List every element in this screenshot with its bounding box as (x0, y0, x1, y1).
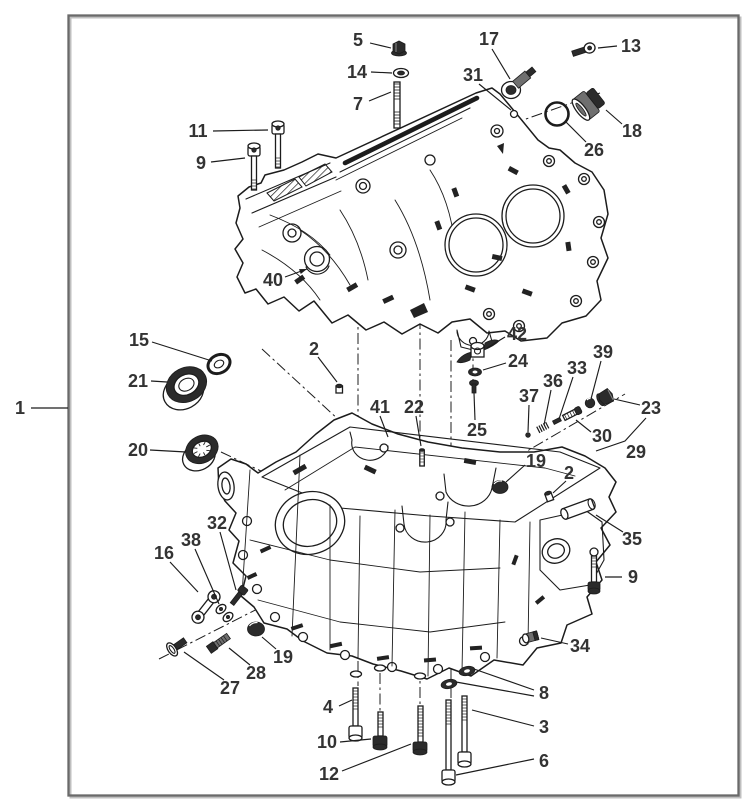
part-bearing-21 (155, 360, 216, 417)
part-flange-nut-5 (392, 41, 407, 56)
part-washers-38 (214, 603, 234, 624)
callout-leader-9 (211, 158, 245, 162)
callout-label-11: 11 (188, 121, 208, 141)
callout-label-19: 19 (525, 451, 547, 471)
part-bolt-11 (272, 121, 284, 168)
part-plug-2-upper (336, 384, 343, 393)
callout-10 (317, 732, 371, 752)
callout-label-9: 9 (195, 153, 207, 173)
callout-24 (483, 351, 528, 371)
callout-leader-26 (566, 122, 586, 142)
part-seal-15 (205, 351, 234, 378)
callout-leader-8 (456, 682, 534, 696)
callout-label-33: 33 (566, 358, 588, 378)
callout-label-9: 9 (627, 567, 639, 587)
part-sensor-17 (502, 66, 537, 99)
callout-label-21: 21 (127, 371, 149, 391)
part-screw-25 (470, 380, 479, 393)
part-washer-8b (440, 678, 458, 690)
callout-leader-37 (528, 405, 529, 432)
callout-label-14: 14 (346, 62, 368, 82)
part-pin-30 (562, 406, 582, 421)
callout-label-6: 6 (538, 751, 550, 771)
callout-leader-36 (544, 390, 551, 425)
lower-crankcase-half (216, 413, 616, 679)
part-bolt-4 (349, 688, 362, 741)
callout-9 (605, 567, 638, 587)
callout-leader-7 (369, 92, 391, 101)
part-jet-42 (457, 340, 499, 363)
part-bolt-13 (571, 42, 596, 59)
callout-leader-21 (151, 381, 167, 382)
callout-label-32: 32 (206, 513, 228, 533)
callout-leader-25 (474, 393, 475, 420)
callout-leader-24 (483, 363, 506, 370)
callout-layer (15, 29, 661, 784)
callout-label-38: 38 (180, 530, 202, 550)
callout-label-8: 8 (538, 683, 550, 703)
callout-1 (15, 398, 68, 418)
callout-label-4: 4 (322, 697, 334, 717)
part-washer-14 (394, 69, 409, 78)
part-stud-7 (394, 82, 400, 128)
callout-label-41: 41 (369, 397, 391, 417)
callout-leader-20 (150, 450, 186, 452)
callout-label-30: 30 (591, 426, 613, 446)
callout-label-10: 10 (316, 732, 338, 752)
callout-20 (128, 440, 186, 460)
callout-label-16: 16 (153, 543, 175, 563)
callout-leader-14 (371, 72, 392, 73)
callout-30 (576, 420, 612, 446)
callout-leader-2 (318, 357, 337, 382)
callout-label-1: 1 (14, 398, 26, 418)
part-bolt-9-left (248, 143, 260, 190)
callout-label-27: 27 (219, 678, 241, 698)
callout-leader-13 (598, 46, 617, 48)
callout-26 (566, 122, 604, 160)
callout-leader-18 (606, 110, 622, 124)
callout-label-7: 7 (352, 94, 364, 114)
callout-3 (472, 710, 549, 737)
part-o-ring-26 (546, 103, 569, 126)
part-nut-23 (595, 388, 616, 408)
callout-leader-11 (213, 130, 268, 131)
part-bolt-3 (458, 696, 471, 767)
part-pin-33 (553, 417, 562, 424)
callout-label-24: 24 (507, 351, 529, 371)
callout-5 (353, 30, 391, 50)
callout-19 (262, 637, 293, 667)
callout-label-31: 31 (462, 65, 484, 85)
callout-9 (196, 153, 245, 173)
callout-37 (519, 386, 539, 432)
callout-16 (154, 543, 198, 592)
callout-leader-16 (170, 562, 198, 592)
callout-label-26: 26 (583, 140, 605, 160)
callout-label-35: 35 (621, 529, 643, 549)
callout-15 (129, 330, 212, 361)
callout-label-36: 36 (542, 371, 564, 391)
callout-leader-5 (370, 43, 391, 48)
callout-label-2: 2 (308, 339, 320, 359)
callout-label-20: 20 (127, 440, 149, 460)
callout-label-39: 39 (592, 342, 614, 362)
callout-label-2: 2 (563, 463, 575, 483)
callout-leader-15 (152, 342, 212, 361)
part-pin-37 (526, 433, 531, 438)
callout-label-19: 19 (272, 647, 294, 667)
part-plug-19-left (248, 622, 265, 636)
callout-14 (347, 62, 392, 82)
callout-leader-23 (614, 399, 640, 405)
part-plug-18 (569, 85, 607, 122)
callout-21 (128, 371, 167, 391)
callout-label-12: 12 (318, 764, 340, 784)
callout-label-3: 3 (538, 717, 550, 737)
part-plug-28 (206, 633, 231, 654)
callout-leader-27 (184, 652, 224, 680)
callout-27 (184, 652, 240, 698)
part-bolt-6 (442, 700, 455, 785)
callout-39 (591, 342, 613, 399)
callout-2 (309, 339, 337, 382)
callout-label-40: 40 (262, 270, 284, 290)
callout-23 (614, 398, 661, 418)
callout-leader-3 (472, 710, 534, 726)
callout-label-37: 37 (518, 386, 540, 406)
callout-label-29: 29 (625, 442, 647, 462)
callout-label-23: 23 (640, 398, 662, 418)
callout-label-22: 22 (403, 397, 425, 417)
part-bolt-10 (373, 712, 387, 750)
callout-label-15: 15 (128, 330, 150, 350)
part-washer-24 (469, 368, 482, 376)
callout-leader-17 (492, 49, 510, 79)
callout-7 (353, 92, 391, 114)
callout-label-34: 34 (569, 636, 591, 656)
part-stud-22 (420, 449, 425, 466)
part-spring-36 (537, 422, 549, 433)
callout-18 (606, 110, 642, 141)
callout-label-28: 28 (245, 663, 267, 683)
callout-leader-38 (195, 549, 219, 604)
part-ball-39 (585, 398, 595, 408)
part-bolt-12 (413, 706, 427, 755)
callout-label-5: 5 (352, 30, 364, 50)
part-ball-31 (511, 111, 518, 118)
callout-label-17: 17 (478, 29, 500, 49)
callout-label-18: 18 (621, 121, 643, 141)
callout-4 (323, 697, 352, 717)
callout-label-25: 25 (466, 420, 488, 440)
callout-leader-30 (576, 420, 591, 432)
part-plug-19-right (492, 481, 508, 494)
upper-crankcase-half (235, 88, 608, 351)
callout-11 (188, 121, 268, 141)
callout-leader-4 (339, 700, 352, 706)
callout-25 (467, 393, 487, 440)
callout-label-13: 13 (620, 36, 642, 56)
callout-17 (479, 29, 510, 79)
callout-13 (598, 36, 641, 56)
callout-label-42: 42 (506, 324, 528, 344)
